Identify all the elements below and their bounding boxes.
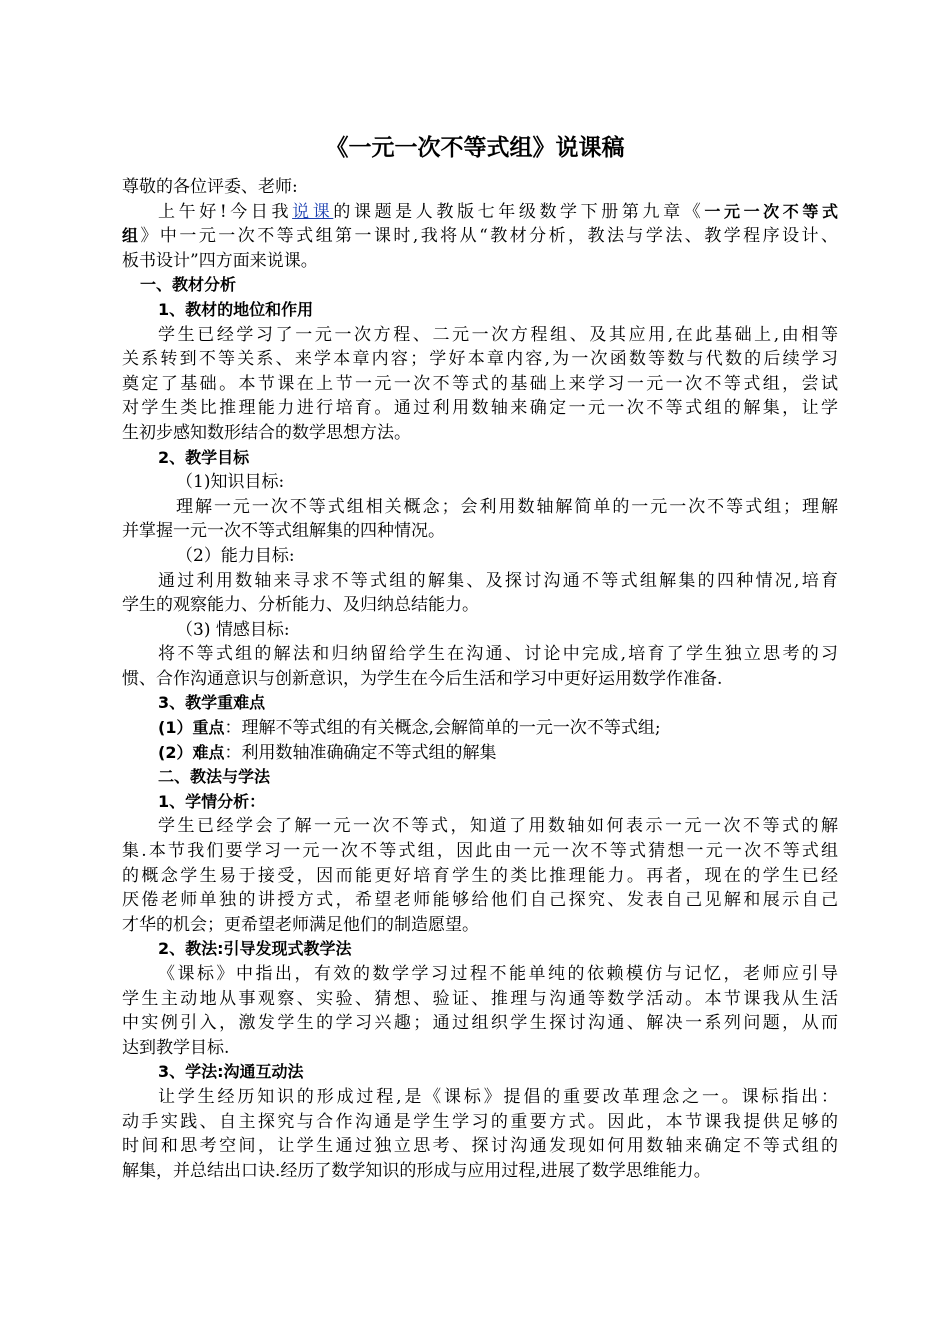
subsection-heading: 3、学法:沟通互动法: [158, 1062, 304, 1082]
difficult-point: (2）难点：利用数轴准确确定不等式组的解集: [158, 742, 497, 763]
intro-paragraph: 上午好!今日我说课的课题是人教版七年级数学下册第九章《一元一次不等式 组》中一元一次不等式组第一课时,我将从“教材分析，教法与学法、教学程序设计、 板书设计”四方面来说课。: [122, 201, 839, 271]
subsection-heading: 3、教学重难点: [158, 693, 266, 713]
subsection-heading: 2、教学目标: [158, 447, 250, 467]
goal-heading: （2）能力目标:: [176, 545, 295, 566]
paragraph-learning-method: 让学生经历知识的形成过程,是《课标》提倡的重要改革理念之一。课标指出： 动手实践、自主探究与合作沟通是学生学习的重要方式。因此，本节课我提供足够的 时间和思考空间，让学生通过独立思考、探讨沟通发现如何用数轴来确定不等式组的 解集，并总结出口诀.经历了数学知识的形成与应用过程,进展了数学思维能力。: [122, 1086, 838, 1181]
section-heading: 一、教材分析: [140, 275, 237, 295]
paragraph-teaching-method: 《课标》中指出，有效的数学学习过程不能单纯的依赖模仿与记忆，老师应引导 学生主动地从事观察、实验、猜想、验证、推理与沟通等数学活动。本节课我从生活 中实例引入，激发学生的学习兴趣；通过组织学生探讨沟通、解决一系列问题，从而 达到教学目标.: [122, 964, 838, 1058]
section-heading: 二、教法与学法: [158, 767, 271, 787]
goal-heading: （1)知识目标:: [176, 472, 285, 493]
greeting: 尊敬的各位评委、老师:: [122, 177, 298, 197]
shuoke-link[interactable]: 说课: [292, 201, 334, 222]
paragraph-knowledge-goal: 理解一元一次不等式组相关概念；会利用数轴解简单的一元一次不等式组；理解 并掌握一元一次不等式组解集的四种情况。: [122, 496, 838, 542]
subsection-heading: 1、学情分析：: [158, 791, 266, 811]
document-body: [122, 175, 838, 1183]
page-title: 《一元一次不等式组》说课稿: [325, 135, 625, 161]
paragraph-ability-goal: 通过利用数轴来寻求不等式组的解集、及探讨沟通不等式组解集的四种情况,培育 学生的观察能力、分析能力、及归纳总结能力。: [122, 570, 838, 616]
paragraph-position-role: 学生已经学习了一元一次方程、二元一次方程组、及其应用,在此基础上,由相等 关系转到不等关系、来学本章内容；学好本章内容,为一次函数等数与代数的后续学习 奠定了基础。本节课在上节一元一次不等式的基础上来学习一元一次不等式组，尝试 对学生类比推理能力进行培育。通过利用数轴来确定一元一次不等式组的解集，让学 生初步感知数形结合的数学思想方法。: [122, 324, 838, 443]
goal-heading: （3) 情感目标:: [176, 619, 290, 640]
paragraph-emotion-goal: 将不等式组的解法和归纳留给学生在沟通、讨论中完成,培育了学生独立思考的习 惯、合作沟通意识与创新意识，为学生在今后生活和学习中更好运用数学作准备.: [122, 644, 838, 689]
subsection-heading: 1、教材的地位和作用: [158, 299, 314, 319]
key-point: (1）重点：理解不等式组的有关概念,会解简单的一元一次不等式组;: [158, 718, 661, 739]
subsection-heading: 2、教法:引导发现式教学法: [158, 939, 352, 959]
paragraph-learner-analysis: 学生已经学会了解一元一次不等式，知道了用数轴如何表示一元一次不等式的解 集.本节我们要学习一元一次不等式组，因此由一元一次不等式猜想一元一次不等式组 的概念学生易于接受，因而能更好培育学生的类比推理能力。再者，现在的学生已经 厌倦老师单独的讲授方式，希望老师能够给他们自己探究、发表自己见解和展示自己 才华的机会；更希望老师满足他们的制造愿望。: [122, 816, 838, 935]
